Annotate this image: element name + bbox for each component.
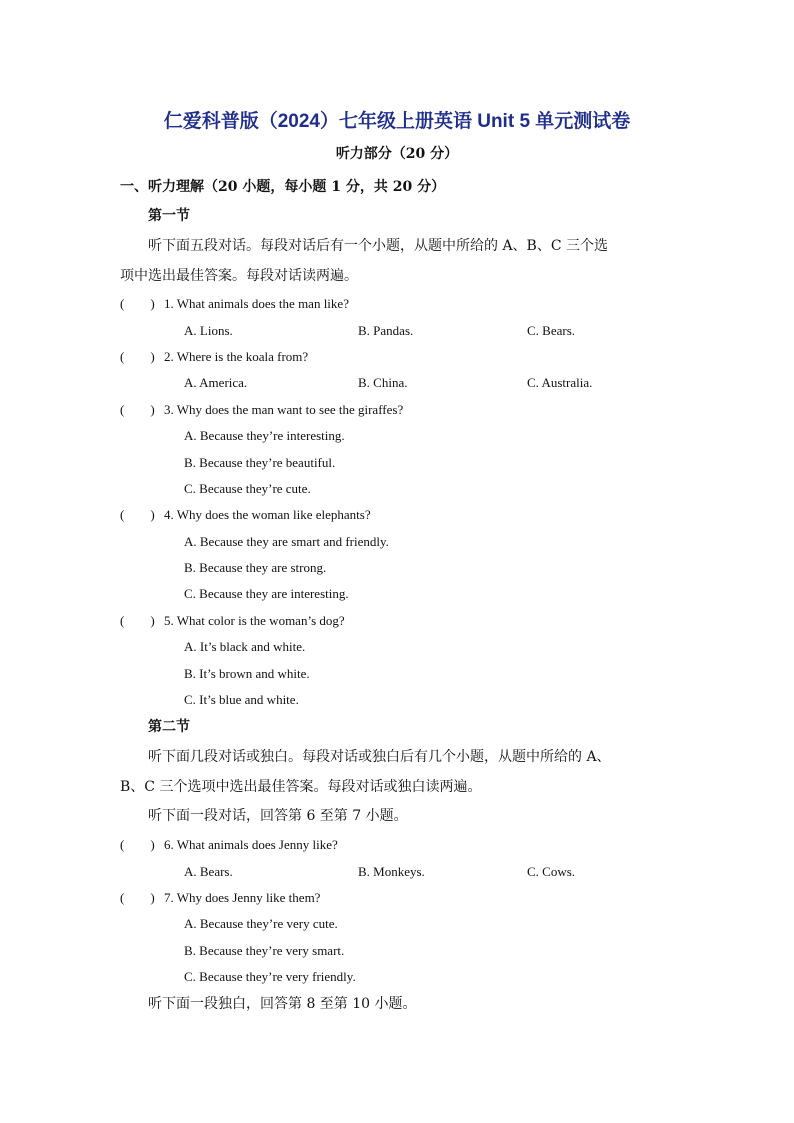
option-a: A. Because they’re very cute. <box>184 916 338 931</box>
option-b: B. Because they are strong. <box>184 560 327 575</box>
option-a: A. Bears. <box>184 864 233 879</box>
option-b: B. It’s brown and white. <box>184 666 310 681</box>
part2-intro-line1: 听下面几段对话或独白。每段对话或独白后有几个小题，从题中所给的 A、 <box>148 749 611 765</box>
option-a: A. America. <box>184 375 248 390</box>
question-stem: 6. What animals does Jenny like? <box>164 837 338 852</box>
option-c: C. Because they’re cute. <box>184 481 311 496</box>
option-c: C. Bears. <box>527 323 576 338</box>
monologue-note: 听下面一段独白，回答第 8 至第 10 小题。 <box>148 996 417 1012</box>
page-subtitle: 听力部分（20 分） <box>335 146 459 162</box>
question-stem: 3. Why does the man want to see the giraffes? <box>164 402 404 417</box>
question-stem: 7. Why does Jenny like them? <box>164 890 321 905</box>
answer-blank[interactable]: ( ) <box>120 507 155 522</box>
option-b: B. Monkeys. <box>358 864 425 879</box>
part2-intro-line2: B、C 三个选项中选出最佳答案。每段对话或独白读两遍。 <box>120 779 482 795</box>
option-b: B. Because they’re very smart. <box>184 943 345 958</box>
answer-blank[interactable]: ( ) <box>120 296 155 311</box>
option-b: B. China. <box>358 375 408 390</box>
option-a: A. It’s black and white. <box>184 639 306 654</box>
question-stem: 5. What color is the woman’s dog? <box>164 613 345 628</box>
dialogue-note: 听下面一段对话，回答第 6 至第 7 小题。 <box>148 808 408 824</box>
answer-blank[interactable]: ( ) <box>120 402 155 417</box>
section-heading: 一、听力理解（20 小题，每小题 1 分，共 20 分） <box>120 179 446 195</box>
question-stem: 1. What animals does the man like? <box>164 296 349 311</box>
part2-label: 第二节 <box>148 719 190 735</box>
question-stem: 4. Why does the woman like elephants? <box>164 507 371 522</box>
question-5 <box>120 611 345 631</box>
question-1 <box>120 294 349 314</box>
answer-blank[interactable]: ( ) <box>120 837 155 852</box>
answer-blank[interactable]: ( ) <box>120 890 155 905</box>
question-6 <box>120 835 338 855</box>
option-c: C. It’s blue and white. <box>184 692 299 707</box>
question-7 <box>120 888 320 908</box>
option-c: C. Australia. <box>527 375 593 390</box>
question-2 <box>120 347 308 367</box>
option-a: A. Because they’re interesting. <box>184 428 345 443</box>
option-a: A. Because they are smart and friendly. <box>184 534 389 549</box>
part1-intro-line2: 项中选出最佳答案。每段对话读两遍。 <box>120 268 358 284</box>
option-c: C. Because they’re very friendly. <box>184 969 356 984</box>
question-stem: 2. Where is the koala from? <box>164 349 309 364</box>
question-4 <box>120 505 371 525</box>
answer-blank[interactable]: ( ) <box>120 613 155 628</box>
part1-intro-line1: 听下面五段对话。每段对话后有一个小题，从题中所给的 A、B、C 三个选 <box>148 238 609 254</box>
option-b: B. Pandas. <box>358 323 414 338</box>
answer-blank[interactable]: ( ) <box>120 349 155 364</box>
page-title: 仁爱科普版（2024）七年级上册英语 Unit 5 单元测试卷 <box>163 111 631 132</box>
part1-label: 第一节 <box>148 208 190 224</box>
question-3 <box>120 400 403 420</box>
option-b: B. Because they’re beautiful. <box>184 455 336 470</box>
option-a: A. Lions. <box>184 323 233 338</box>
option-c: C. Because they are interesting. <box>184 586 349 601</box>
option-c: C. Cows. <box>527 864 576 879</box>
